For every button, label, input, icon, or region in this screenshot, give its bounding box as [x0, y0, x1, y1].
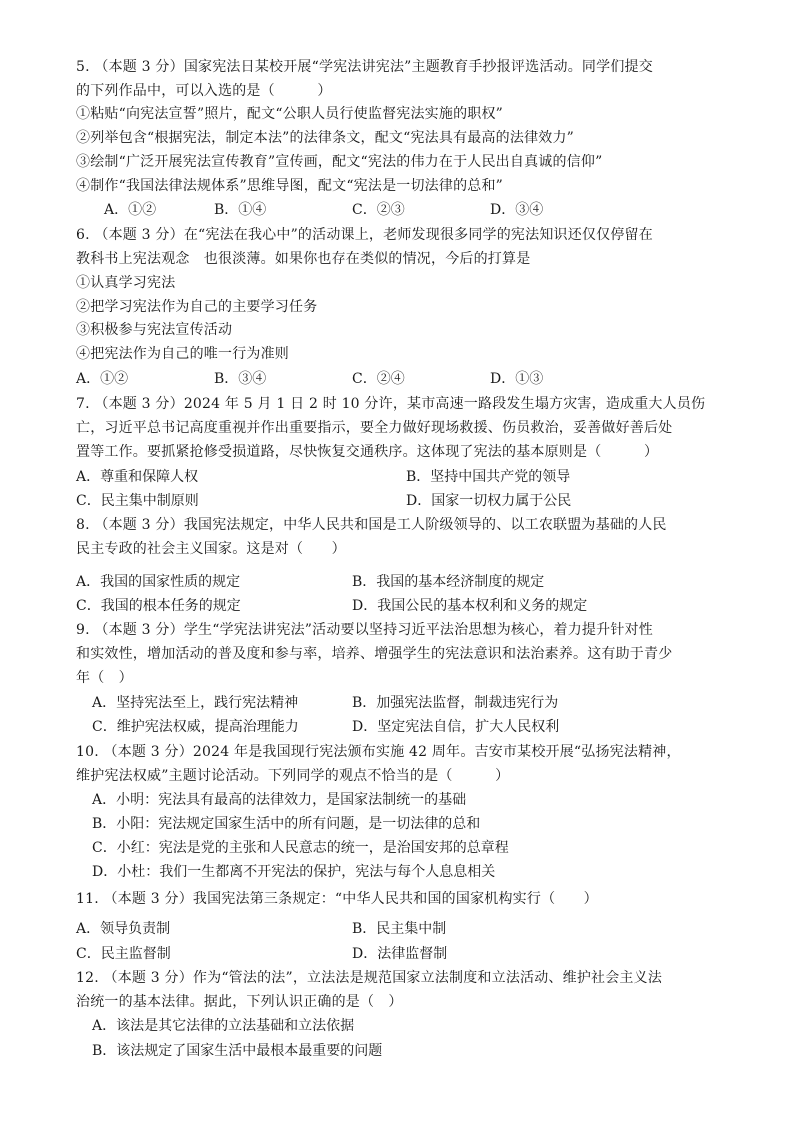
q5-item-2: ②列举包含“根据宪法，制定本法”的法律条文，配文“宪法具有最高的法律效力” [76, 130, 575, 146]
q7-option-c[interactable]: C．民主集中制原则 [76, 493, 199, 509]
q12-stem-line-2: 治统一的基本法律。据此，下列认识正确的是（ ） [76, 994, 403, 1010]
q7-option-a[interactable]: A．尊重和保障人权 [76, 469, 199, 485]
q6-item-1: ①认真学习宪法 [76, 275, 176, 291]
q6-option-c[interactable]: C．②④ [352, 371, 405, 387]
q6-stem-line-1: 6. （本题 3 分）在“宪法在我心中”的活动课上，老师发现很多同学的宪法知识还仅仅停留在 [76, 227, 653, 243]
q6-item-4: ④把宪法作为自己的唯一行为准则 [76, 346, 289, 362]
q11-option-b[interactable]: B．民主集中制 [352, 921, 447, 937]
q8-stem-line-1: 8. （本题 3 分）我国宪法规定，中华人民共和国是工人阶级领导的、以工农联盟为基础的人民 [76, 517, 667, 533]
q5-stem-line-2: 的下列作品中，可以入选的是（ ） [76, 83, 332, 99]
q9-option-a[interactable]: A．坚持宪法至上，践行宪法精神 [92, 695, 299, 711]
q9-option-d[interactable]: D．坚定宪法自信，扩大人民权利 [352, 719, 560, 735]
q9-option-b[interactable]: B．加强宪法监督，制裁违宪行为 [352, 695, 559, 711]
q5-option-c[interactable]: C．②③ [352, 202, 405, 218]
q5-item-4: ④制作“我国法律法规体系”思维导图，配文“宪法是一切法律的总和” [76, 178, 504, 194]
q11-option-c[interactable]: C．民主监督制 [76, 946, 171, 962]
q5-stem-line-1: 5. （本题 3 分）国家宪法日某校开展“学宪法讲宪法”主题教育手抄报评选活动。同学们提交 [76, 59, 653, 75]
q9-stem-line-2: 和实效性，增加活动的普及度和参与率，培养、增强学生的宪法意识和法治素养。这有助于青少 [76, 646, 673, 662]
q6-option-a[interactable]: A．①② [76, 371, 129, 387]
q9-stem-line-1: 9. （本题 3 分）学生“学宪法讲宪法”活动要以坚持习近平法治思想为核心，着力提升针对性 [76, 622, 653, 638]
q12-option-b[interactable]: B．该法规定了国家生活中最根本最重要的问题 [92, 1043, 383, 1059]
q7-stem-line-1: 7. （本题 3 分）2024 年 5 月 1 日 2 时 10 分许，某市高速一路段发生塌方灾害，造成重大人员伤 [76, 396, 706, 412]
q10-option-c[interactable]: C．小红：宪法是党的主张和人民意志的统一，是治国安邦的总章程 [92, 840, 509, 856]
q11-option-d[interactable]: D．法律监督制 [352, 946, 448, 962]
q10-option-a[interactable]: A．小明：宪法具有最高的法律效力，是国家法制统一的基础 [92, 792, 467, 808]
q7-stem-line-2: 亡，习近平总书记高度重视并作出重要指示，要全力做好现场救援、伤员救治，妥善做好善后处 [76, 420, 673, 436]
q12-stem-line-1: 12. （本题 3 分）作为“管法的法”，立法法是规范国家立法制度和立法活动、维护社会主义法 [76, 970, 663, 986]
q7-option-d[interactable]: D．国家一切权力属于公民 [406, 493, 572, 509]
q12-option-a[interactable]: A．该法是其它法律的立法基础和立法依据 [92, 1018, 355, 1034]
q10-option-d[interactable]: D．小杜：我们一生都离不开宪法的保护，宪法与每个人息息相关 [92, 864, 496, 880]
q6-option-b[interactable]: B．③④ [214, 371, 267, 387]
q7-option-b[interactable]: B．坚持中国共产党的领导 [406, 469, 571, 485]
q6-option-d[interactable]: D．①③ [490, 371, 544, 387]
q9-stem-line-3: 年（ ） [76, 670, 133, 686]
q5-option-d[interactable]: D．③④ [490, 202, 544, 218]
q6-item-2: ②把学习宪法作为自己的主要学习任务 [76, 299, 318, 315]
q8-option-c[interactable]: C．我国的根本任务的规定 [76, 598, 241, 614]
q7-stem-line-3: 置等工作。要抓紧抢修受损道路，尽快恢复交通秩序。这体现了宪法的基本原则是（ ） [76, 444, 659, 460]
q6-item-3: ③积极参与宪法宣传活动 [76, 322, 233, 338]
q8-option-d[interactable]: D．我国公民的基本权利和义务的规定 [352, 598, 588, 614]
q11-option-a[interactable]: A．领导负责制 [76, 921, 171, 937]
q5-option-a[interactable]: A．①② [104, 202, 157, 218]
q8-stem-line-2: 民主专政的社会主义国家。这是对（ ） [76, 541, 346, 557]
q10-option-b[interactable]: B．小阳：宪法规定国家生活中的所有问题，是一切法律的总和 [92, 816, 481, 832]
q10-stem-line-1: 10. （本题 3 分）2024 年是我国现行宪法颁布实施 42 周年。吉安市某校开展“弘扬宪法精神， [76, 744, 681, 760]
q9-option-c[interactable]: C．维护宪法权威，提高治理能力 [92, 719, 299, 735]
q8-option-a[interactable]: A．我国的国家性质的规定 [76, 574, 241, 590]
q8-option-b[interactable]: B．我国的基本经济制度的规定 [352, 574, 545, 590]
q5-option-b[interactable]: B．①④ [214, 202, 267, 218]
q6-stem-line-2: 教科书上宪法观念 也很淡薄。如果你也存在类似的情况，今后的打算是 [76, 251, 531, 267]
q11-stem-line-1: 11. （本题 3 分）我国宪法第三条规定：“中华人民共和国的国家机构实行（ ） [76, 891, 598, 907]
q5-item-1: ①粘贴“向宪法宣誓”照片，配文“公职人员行使监督宪法实施的职权” [76, 106, 504, 122]
q10-stem-line-2: 维护宪法权威”主题讨论活动。下列同学的观点不恰当的是（ ） [76, 768, 510, 784]
q5-item-3: ③绘制“广泛开展宪法宣传教育”宣传画，配文“宪法的伟力在于人民出自真诚的信仰” [76, 154, 603, 170]
